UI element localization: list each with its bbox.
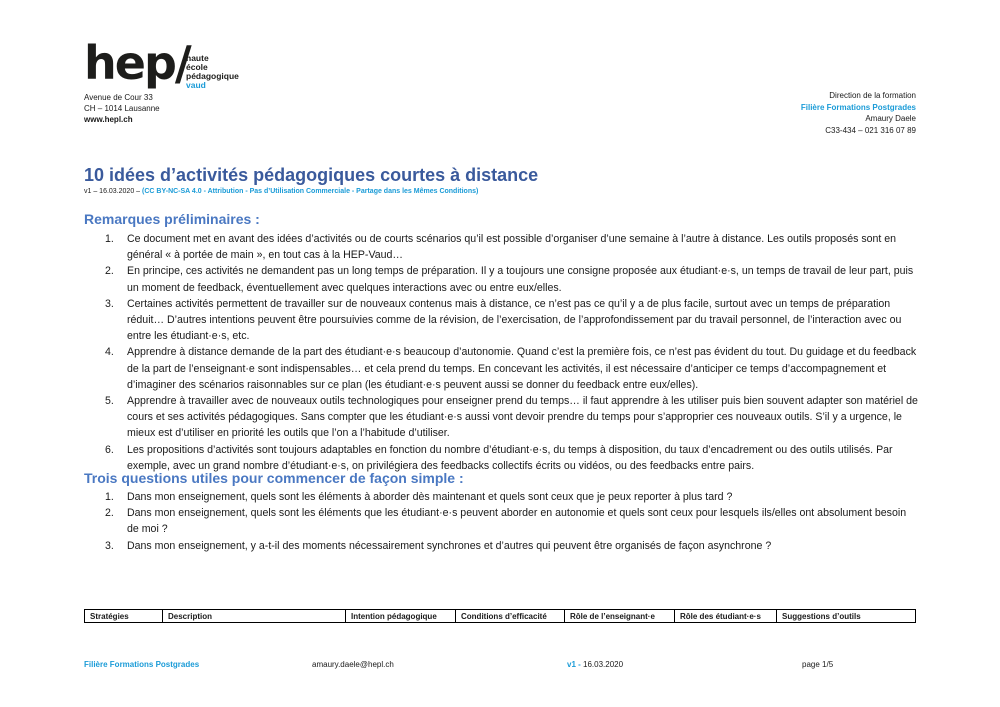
contact-name: Amaury Daele <box>865 114 916 123</box>
list-item <box>105 393 920 442</box>
footer-date: 16.03.2020 <box>583 660 624 669</box>
list-item <box>105 489 920 505</box>
list-text: Certaines activités permettent de travailler sur de nouveaux contenus mais à distance, ce n’est pas ce qu’il y a de plus facile, surtout avec un temps de préparation réduit… D’autres intentions peuvent être poursuivies comme de la révision, de l’exercisation, de l’approfondissement par du travail personnel, de l’interaction avec ou entre les étudiant·e·s, etc. <box>127 297 902 343</box>
list-item <box>105 231 920 263</box>
list-text: Dans mon enseignement, quels sont les éléments que les étudiant·e·s peuvent aborder en autonomie et quels sont ceux pour lesquels ils/elles ont absolument besoin de moi ? <box>127 507 907 536</box>
list-item <box>105 505 920 537</box>
list-item <box>105 263 920 295</box>
website-link[interactable]: www.hepl.ch <box>84 115 133 124</box>
column-header-tools: Suggestions d’outils <box>782 612 861 621</box>
section-heading-questions: Trois questions utiles pour commencer de façon simple : <box>84 470 464 486</box>
section-heading-remarks: Remarques préliminaires : <box>84 211 260 227</box>
version-date: v1 – 16.03.2020 – <box>84 188 141 195</box>
list-number: 1. <box>105 233 114 245</box>
hep-logo <box>84 36 254 94</box>
list-number: 1. <box>105 491 114 503</box>
list-item <box>105 296 920 345</box>
list-text: Apprendre à distance demande de la part des étudiant·e·s beaucoup d’autonomie. Quand c’est la première fois, ce n’est pas évident du tout. Du guidage et du feedback de la part de l’enseignant·e sont indispensables… et cela prend du temps. En concevant les activités, il est nécessaire d’anticiper ce temps d’accompagnement et d’imaginer des scénarios raisonnables sur ce plan (les étudiant·e·s peuvent aussi se donner du feedback entre eux/elles). <box>127 346 917 391</box>
column-header-strategies: Stratégies <box>85 610 163 622</box>
list-number: 6. <box>105 443 114 456</box>
license-text: (CC BY-NC-SA 4.0 - Attribution - Pas d’Utilisation Commerciale - Partage dans les Mêmes Conditions) <box>142 188 479 195</box>
list-number: 3. <box>105 297 114 310</box>
footer-email[interactable]: amaury.daele@hepl.ch <box>312 660 394 669</box>
document-subtitle <box>84 188 478 195</box>
column-header-conditions: Conditions d’efficacité <box>456 610 565 622</box>
footer-version <box>567 660 623 669</box>
address-line: CH – 1014 Lausanne <box>84 104 160 113</box>
logo-mark: hep/ <box>84 36 190 90</box>
contact-block <box>801 90 916 136</box>
list-number: 5. <box>105 395 114 408</box>
column-header-intention: Intention pédagogique <box>346 610 456 622</box>
list-item <box>105 344 920 393</box>
column-header-student-role: Rôle des étudiant·e·s <box>675 610 777 622</box>
address-line: Avenue de Cour 33 <box>84 93 153 102</box>
list-number: 4. <box>105 346 114 359</box>
footer-program: Filière Formations Postgrades <box>84 660 200 669</box>
logo-word: école <box>186 62 208 72</box>
address-block <box>84 92 160 125</box>
strategies-table-header <box>84 609 916 623</box>
logo-word: pédagogique <box>186 71 239 81</box>
column-header-teacher-role: Rôle de l’enseignant·e <box>565 610 675 622</box>
questions-list <box>105 489 920 554</box>
contact-program: Filière Formations Postgrades <box>800 102 916 112</box>
column-header-description: Description <box>163 610 346 622</box>
list-number: 3. <box>105 539 114 552</box>
list-text: Dans mon enseignement, y a-t-il des moments nécessairement synchrones et d’autres qui peuvent être organisés de façon asynchrone ? <box>127 539 772 552</box>
list-number: 2. <box>105 265 114 278</box>
document-title: 10 idées d’activités pédagogiques courtes à distance <box>84 165 539 185</box>
list-text: Ce document met en avant des idées d’activités ou de courts scénarios qu’il est possible d’organiser d’une semaine à l’autre à distance. Les outils proposés sont en général « à portée de main », en tout cas à la HEP-Vaud… <box>127 233 897 262</box>
contact-office-phone: C33-434 – 021 316 07 89 <box>825 125 916 135</box>
footer-page-number: page 1/5 <box>802 660 834 669</box>
logo-word: haute <box>186 53 209 63</box>
logo-word-accent: vaud <box>186 80 206 90</box>
list-number: 2. <box>105 507 114 520</box>
list-text: Dans mon enseignement, quels sont les éléments à aborder dès maintenant et quels sont ceux que je peux reporter à plus tard ? <box>127 491 733 503</box>
logo-wordmark <box>186 54 239 90</box>
contact-department: Direction de la formation <box>829 91 916 100</box>
list-item <box>105 538 920 554</box>
remarks-list <box>105 231 920 474</box>
footer-version-label: v1 - <box>567 660 581 669</box>
list-text: Apprendre à travailler avec de nouveaux outils technologiques pour enseigner prend du temps… il faut apprendre à les utiliser puis bien souvent adapter son matériel de cours et ses activités pédagogiques. Sans compter que les étudiant·e·s aussi vont devoir prendre du temps pour s’approprier ces nouveaux outils. S’il y a urgence, le mieux est d’utiliser en priorité les outils que l’on a l’habitude d’utiliser. <box>127 395 918 440</box>
list-text: En principe, ces activités ne demandent pas un long temps de préparation. Il y a toujours une consigne proposée aux étudiant·e·s, un temps de travail de leur part, puis un moment de feedback, éventuellement avec quelques interactions avec ou entre eux/elles. <box>127 265 914 294</box>
list-text: Les propositions d’activités sont toujours adaptables en fonction du nombre d’étudiant·e·s, du temps à disposition, du taux d’encadrement ou des outils utilisés. Par exemple, avec un grand nombre d’étudiant·e·s, on privilégiera des feedbacks collectifs écrits ou vidéos, ou des feedbacks entre pairs. <box>127 443 893 472</box>
